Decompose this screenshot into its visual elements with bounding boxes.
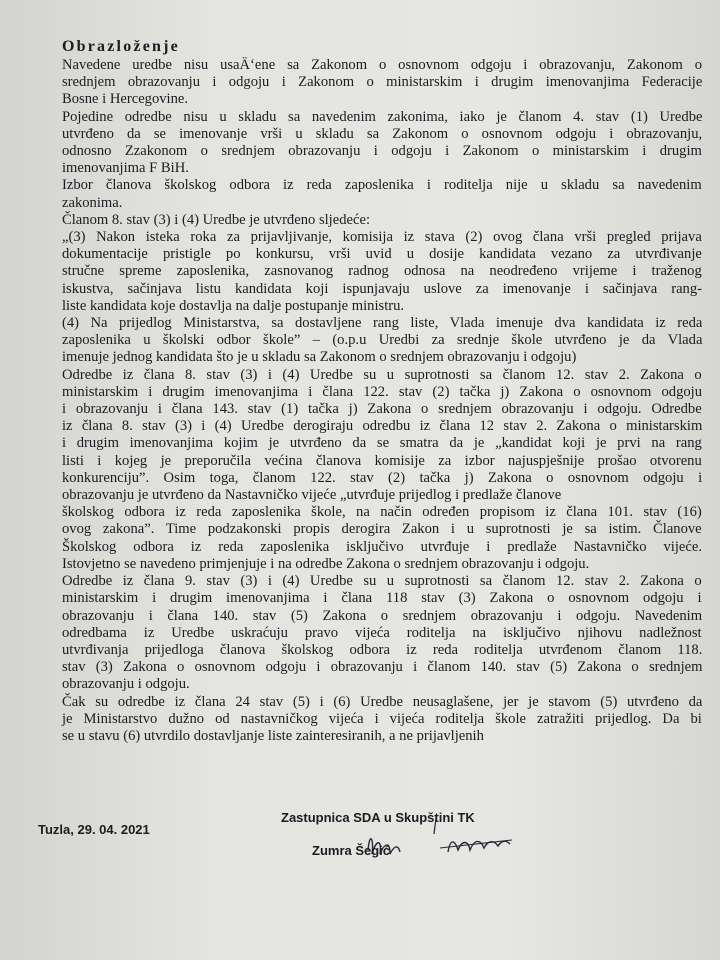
text-line: se u stavu (6) utvrdilo dostavljanje liste zainteresiranih, a ne prijavljenih bbox=[62, 727, 484, 744]
text-line: obrazovanju i odgoju. bbox=[62, 676, 190, 693]
document-heading: Obrazloženje bbox=[62, 38, 180, 55]
text-line: (4) Na prijedlog Ministarstva, sa dostavljene rang liste, Vlada imenuje dva kandidata iz reda bbox=[62, 315, 703, 332]
paragraph bbox=[62, 694, 702, 746]
paragraph bbox=[62, 229, 702, 315]
text-line: Navedene uredbe nisu usaÄ‘ene sa Zakonom o osnovnom odgoju i obrazovanju, Zakonom o bbox=[62, 57, 703, 73]
text-line: utvrđivanja prijedloga članova školskog odbora iz reda roditelja utvrđenom članom 118. bbox=[62, 641, 703, 658]
paragraph bbox=[62, 212, 702, 229]
paragraph bbox=[62, 573, 702, 693]
text-line: stručne spreme zaposlenika, zasnovanog radnog odnosa na neodređeno vrijeme i traženog bbox=[62, 263, 702, 280]
text-line: Školskog odbora iz reda zaposlenika isključivo utvrđuje i predlaže Nastavničko vijeće. bbox=[62, 538, 702, 555]
text-line: obrazovanju i člana 140. stav (5) Zakona o srednjem obrazovanju i odgoju. Navedenim bbox=[62, 607, 703, 624]
text-line: Čak su odredbe iz člana 24 stav (5) i (6) Uredbe neusaglašene, jer je stavom (5) utvrđeno da bbox=[62, 693, 703, 710]
text-line: iskustva, sačinjava listu kandidata koji ispunjavaju uslove za imenovanje i sačinjava rang- bbox=[62, 280, 702, 297]
text-line: obrazovanju je utvrđeno da Nastavničko vijeće „utvrđuje prijedlog i predlaže članove bbox=[62, 487, 562, 504]
text-line: odredbama iz Uredbe uskraćuju pravo vijeća roditelja na isključivo njihovu nadležnost bbox=[62, 624, 702, 641]
text-line: ministarskim i drugim imenovanjima i člana 122. stav (2) tačka j) Zakona o osnovnom odgoju bbox=[62, 383, 703, 400]
paragraph bbox=[62, 315, 702, 367]
text-line: Izbor članova školskog odbora iz reda zaposlenika i roditelja nije u skladu sa navedenim bbox=[62, 177, 702, 194]
text-line: školskog odbora iz reda zaposlenika škole, na način određen propisom iz člana 101. stav (16) bbox=[62, 504, 702, 521]
text-line: stav (3) Zakona o osnovnom odgoju i obrazovanju i članom 140. stav (5) Zakona o srednjem bbox=[62, 659, 703, 676]
paragraph bbox=[62, 57, 702, 109]
document-date: Tuzla, 29. 04. 2021 bbox=[38, 822, 150, 837]
text-line: imenuje jednog kandidata što je u skladu sa Zakonom o srednjem obrazovanju i odgoju) bbox=[62, 349, 577, 366]
text-line: Članom 8. stav (3) i (4) Uredbe je utvrđeno sljedeće: bbox=[62, 211, 370, 228]
text-line: listi i kojeg je preporučila većina članova komisije za izbor najuspješnije prošao otvorenu bbox=[62, 452, 702, 469]
paragraph bbox=[62, 177, 702, 211]
text-line: imenovanjima F BiH. bbox=[62, 160, 189, 177]
text-line: srednjem obrazovanju i odgoju i Zakonom o ministarskim i drugim imenovanjima Federacije bbox=[62, 74, 703, 91]
representative-title: Zastupnica SDA u Skupštini TK bbox=[281, 810, 475, 825]
document-body bbox=[62, 36, 702, 745]
text-line: konkurenciju”. Osim toga, članom 122. stav (2) tačka j) Zakona o osnovnom odgoju i bbox=[62, 469, 703, 486]
text-line: Odredbe iz člana 9. stav (3) i (4) Uredbe su u suprotnosti sa članom 12. stav 2. Zakona o bbox=[62, 573, 702, 590]
text-line: Bosne i Hercegovine. bbox=[62, 91, 189, 108]
text-line: Istovjetno se navedeno primjenjuje i na odredbe Zakona o srednjem obrazovanju i odgoju. bbox=[62, 555, 590, 572]
text-line: zaposlenika u školski odbor škole” – (o.p.u Uredbi za srednje škole utvrđeno je da Vlada bbox=[62, 332, 703, 349]
text-line: i drugim imenovanjima kojim je utvrđeno da se smatra da je „kandidat koji je prvi na rang bbox=[62, 435, 702, 452]
paragraph-container bbox=[62, 57, 702, 745]
text-line: liste kandidata koje dostavlja na dalje postupanje ministru. bbox=[62, 297, 405, 314]
signature-block bbox=[38, 810, 698, 930]
text-line: zakonima. bbox=[62, 194, 123, 211]
text-line: Pojedine odredbe nisu u skladu sa navedenim zakonima, iako je članom 4. stav (1) Uredbe bbox=[62, 108, 703, 125]
text-line: Odredbe iz člana 8. stav (3) i (4) Uredbe su u suprotnosti sa članom 12. stav 2. Zakona o bbox=[62, 366, 702, 383]
text-line: je Ministarstvo dužno od nastavničkog vijeća i vijeća roditelja škole zatražiti prijedlog. Da bi bbox=[62, 710, 702, 727]
text-line: iz člana 8. stav (3) i (4) Uredbe derogiraju odredbu iz člana 12 stav 2. Zakona o ministarskim bbox=[62, 418, 703, 435]
paragraph bbox=[62, 109, 702, 178]
text-line: i obrazovanju i člana 143. stav (1) tačka j) Zakona o srednjem obrazovanju i odgoju. Odredbe bbox=[62, 401, 702, 418]
signatory-name: Zumra Šegić bbox=[312, 843, 391, 858]
text-line: dokumentacije pristigle po konkursu, vrši uvid u dosije kandidata vezano za utvrđivanje bbox=[62, 246, 702, 263]
text-line: odnosno Zzakonom o srednjem obrazovanju i odgoju i Zakonom o ministarskim i drugim bbox=[62, 143, 702, 160]
text-line: ministarskim i drugim imenovanjima i člana 118 stav (3) Zakona o osnovnom odgoju i bbox=[62, 590, 702, 607]
text-line: „(3) Nakon isteka roka za prijavljivanje, komisija iz stava (2) ovog člana vrši pregled prijava bbox=[62, 229, 702, 246]
text-line: utvrđeno da se imenovanje vrši u skladu sa Zakonom o osnovnom odgoju i obrazovanju, bbox=[62, 125, 703, 142]
text-line: ovog zakona”. Time podzakonski propis derogira Zakon i u suprotnosti je sa istim. Članove bbox=[62, 521, 702, 538]
paragraph bbox=[62, 367, 702, 573]
